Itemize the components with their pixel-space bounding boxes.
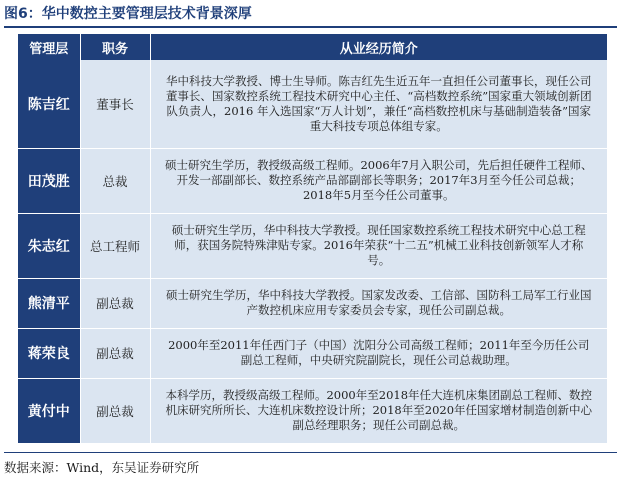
table-row: [18, 278, 607, 328]
manager-name: 熊清平: [18, 278, 80, 328]
manager-position: 总裁: [80, 148, 150, 213]
manager-position: 副总裁: [80, 378, 150, 443]
manager-bio: 硕士研究生学历，教授级高级工程师。2006年7月入职公司，先后担任硬件工程师、开发一部副部长、数控系统产品部副部长等职务；2017年3月至今任公司总裁；2018年5月至今任公司董事。: [150, 148, 607, 213]
table-row: [18, 60, 607, 148]
table-row: [18, 213, 607, 278]
title-rule: [4, 26, 617, 28]
source-rule: [4, 452, 617, 453]
manager-position: 总工程师: [80, 213, 150, 278]
manager-name: 朱志红: [18, 213, 80, 278]
manager-bio: 硕士研究生学历，华中科技大学教授。现任国家数控系统工程技术研究中心总工程师，获国务院特殊津贴专家。2016年荣获“十二五”机械工业科技创新领军人才称号。: [150, 213, 607, 278]
table-header-row: [18, 34, 607, 60]
manager-bio: 硕士研究生学历，华中科技大学教授。国家发改委、工信部、国防科工局军工行业国产数控机床应用专家委员会专家，现任公司副总裁。: [150, 278, 607, 328]
manager-bio: 本科学历，教授级高级工程师。2000年至2018年任大连机床集团副总工程师、数控机床研究所所长、大连机床数控设计所；2018年至2020年任国家增材制造创新中心副总经理职务；现任公司副总裁。: [150, 378, 607, 443]
header-management: 管理层: [18, 34, 80, 60]
manager-name: 黄付中: [18, 378, 80, 443]
header-position: 职务: [80, 34, 150, 60]
header-experience: 从业经历简介: [150, 34, 607, 60]
data-source-note: 数据来源：Wind，东吴证券研究所: [4, 460, 200, 475]
table-row: [18, 328, 607, 378]
management-table: [18, 34, 607, 444]
table-row: [18, 148, 607, 213]
manager-bio: 华中科技大学教授、博士生导师。陈吉红先生近五年一直担任公司董事长，现任公司董事长、国家数控系统工程技术研究中心主任、“高档数控系统”国家重大领域创新团队负责人，2016 年入选国家“万人计划”，兼任“高档数控机床与基础制造装备”国家重大科技专项总体组专家。: [150, 60, 607, 148]
manager-position: 副总裁: [80, 278, 150, 328]
manager-name: 陈吉红: [18, 60, 80, 148]
figure-title: 图6：华中数控主要管理层技术背景深厚: [4, 6, 252, 22]
manager-position: 董事长: [80, 60, 150, 148]
management-table-container: [18, 34, 607, 444]
manager-name: 蒋荣良: [18, 328, 80, 378]
manager-bio: 2000年至2011年任西门子（中国）沈阳分公司高级工程师；2011年至今历任公司副总工程师，中央研究院副院长，现任公司总裁助理。: [150, 328, 607, 378]
manager-position: 副总裁: [80, 328, 150, 378]
manager-name: 田茂胜: [18, 148, 80, 213]
table-row: [18, 378, 607, 443]
